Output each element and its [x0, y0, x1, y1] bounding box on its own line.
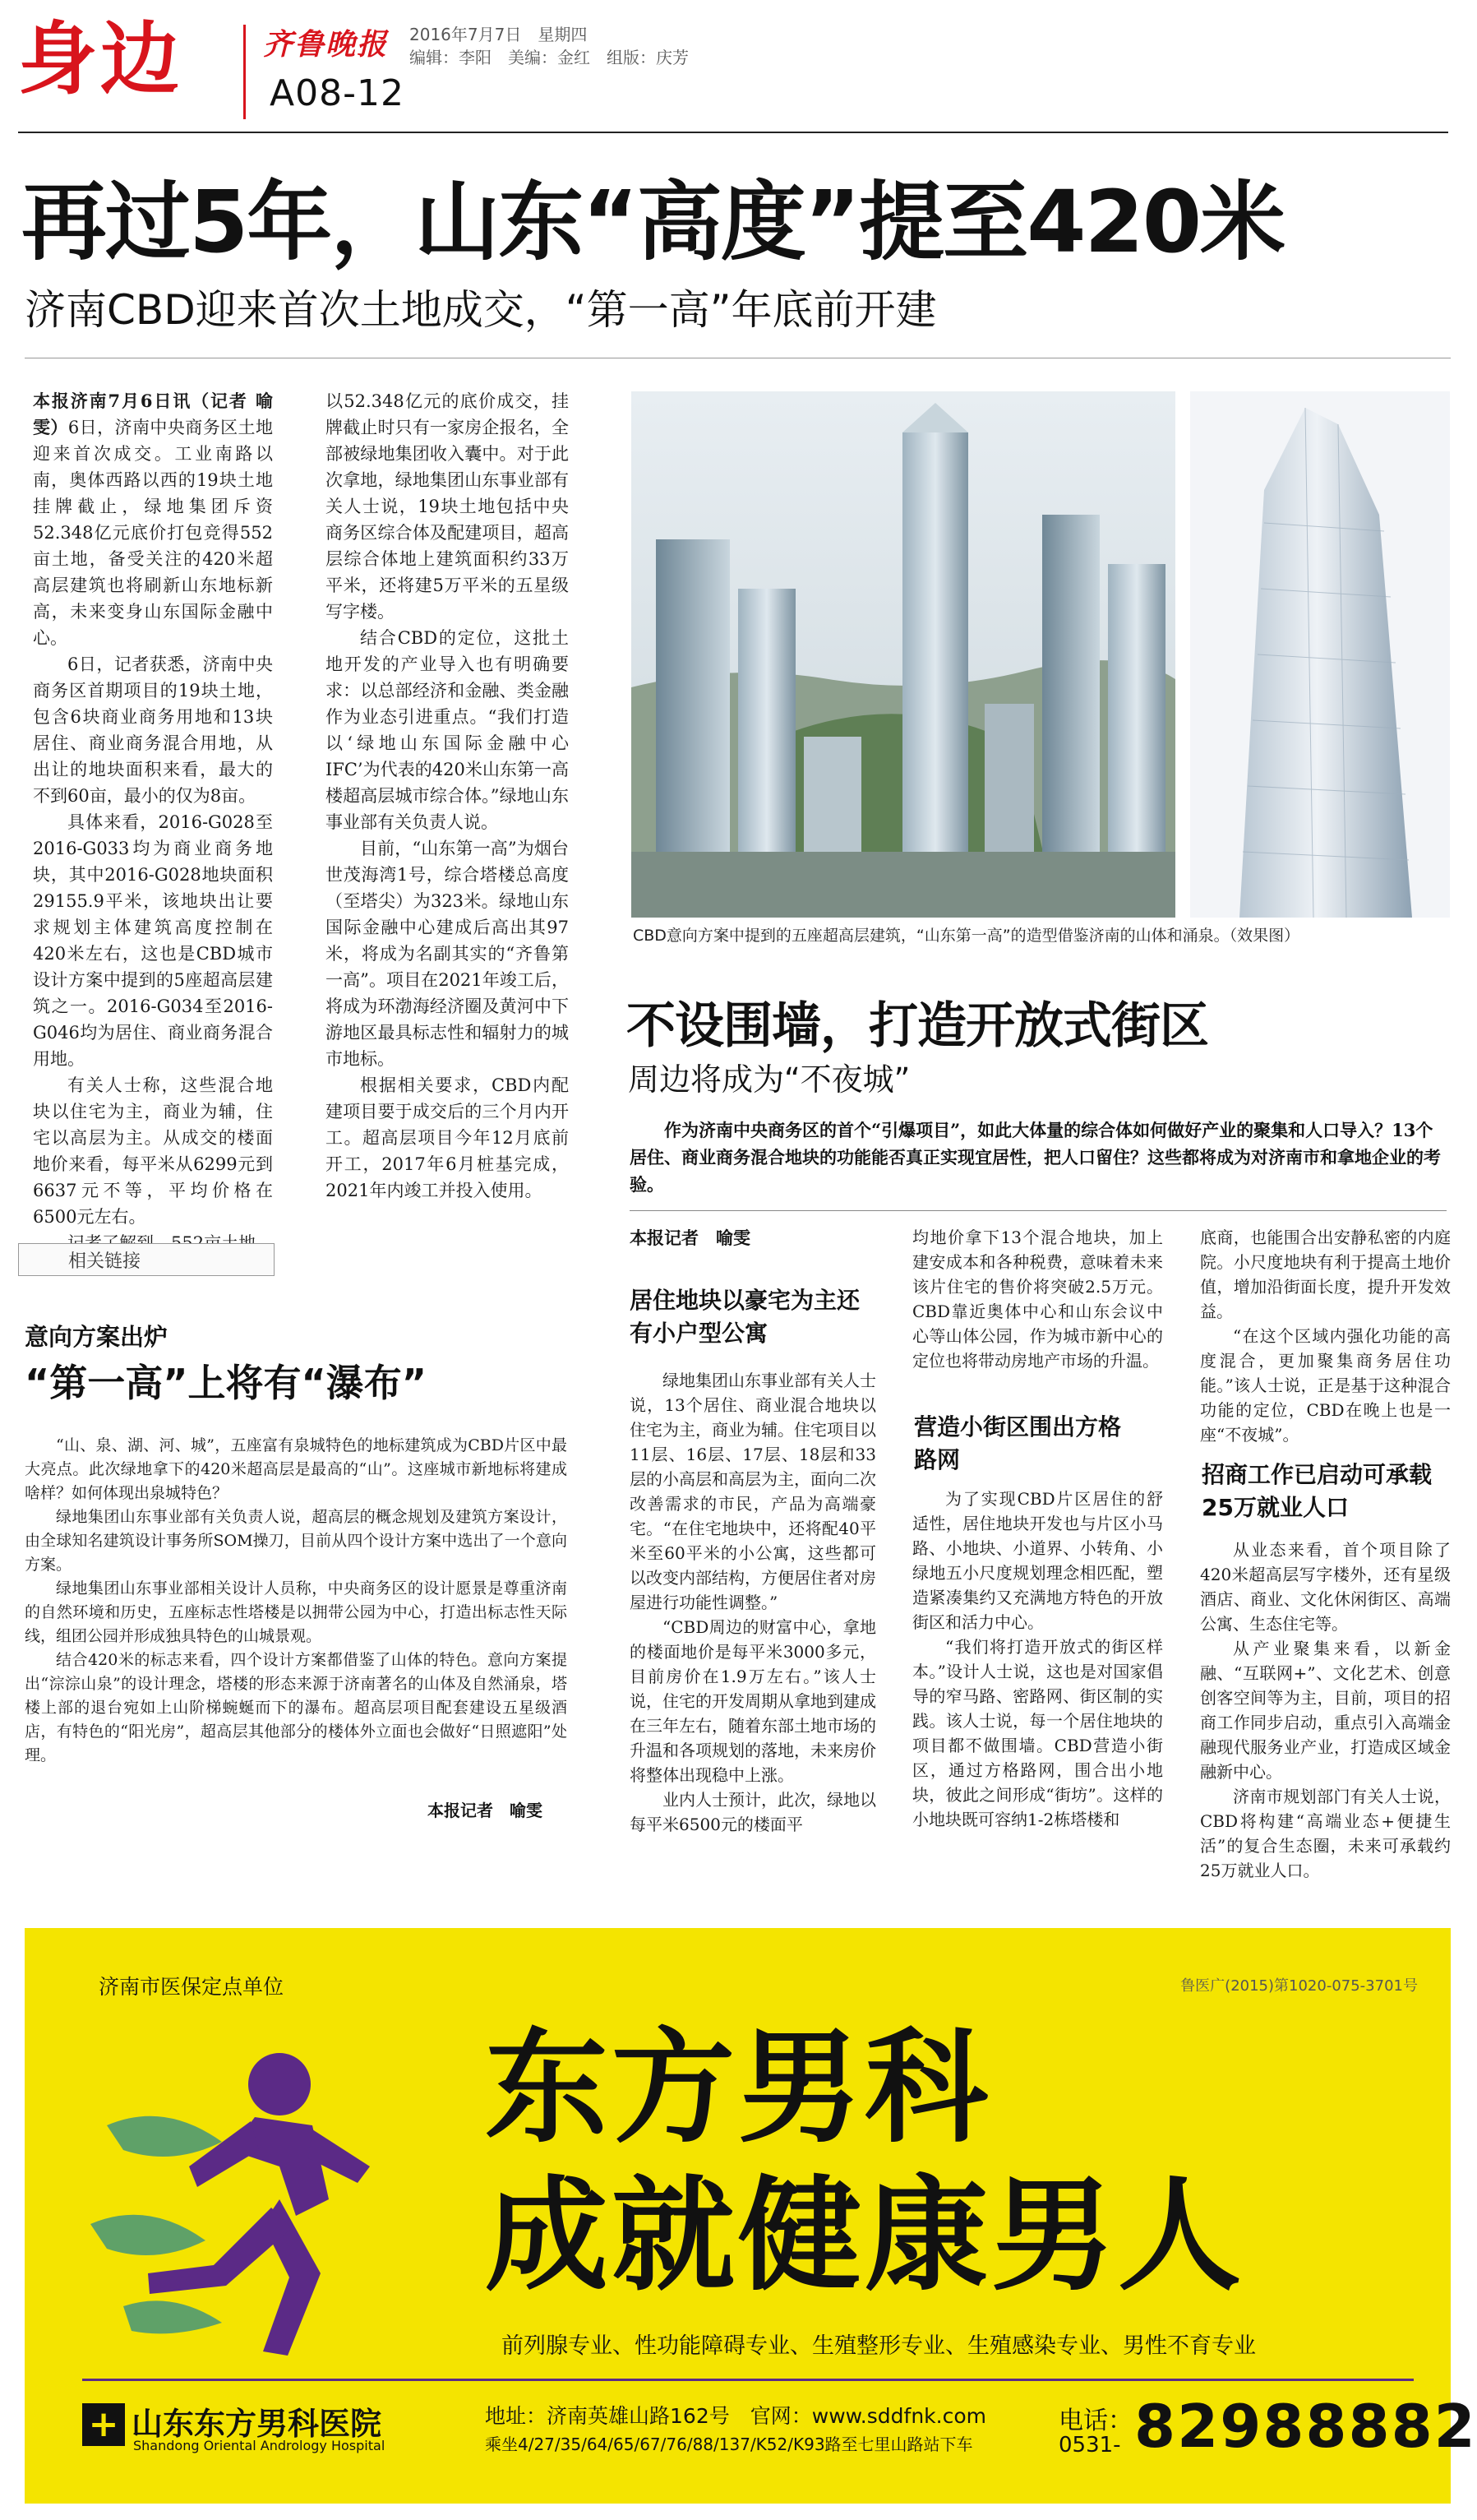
sidebar-byline: 本报记者 喻雯	[427, 1801, 542, 1820]
feature-col2-bottom	[912, 1487, 1163, 1891]
hospital-name: 山东东方男科医院	[132, 2406, 382, 2442]
lead-article-col2	[325, 388, 569, 1210]
website: www.sddfnk.com	[811, 2404, 986, 2428]
masthead-divider	[243, 25, 246, 119]
website-label: 官网：	[750, 2404, 812, 2428]
feature-subhead-3: 招商工作已启动可承载25万就业人口	[1202, 1461, 1433, 1521]
main-subheadline: 济南CBD迎来首次土地成交，“第一高”年底前开建	[25, 286, 937, 334]
ad-address-line	[485, 2400, 986, 2430]
ad-phone-number: 82988882	[1134, 2392, 1477, 2461]
sidebar-title: “第一高”上将有“瀑布”	[25, 1361, 427, 1405]
paragraph: 目前，“山东第一高”为烟台世茂海湾1号，综合塔楼总高度（至塔尖）为323米。绿地山东国际金融中心建成后高出其97米，将成为名副其实的“齐鲁第一高”。项目在2021年竣工后，将成为环渤海经济圈及黄河中下游地区最具标志性和辐射力的城市地标。	[325, 839, 569, 1069]
hospital-name-en: Shandong Oriental Andrology Hospital	[133, 2438, 385, 2453]
masthead-rule	[18, 132, 1448, 133]
paragraph: “我们将打造开放式的街区样本。”设计人士说，这也是对国家倡导的窄马路、密路网、街区制的实践。该人士说，每一个居住地块的项目都不做围墙。CBD营造小街区，通过方格路网，围合出小地块，彼此之间形成“街坊”。这样的小地块既可容纳1-2栋塔楼和	[912, 1637, 1163, 1829]
ad-area-code: 0531-	[1059, 2433, 1121, 2458]
ad-headline-1: 东方男科	[485, 2017, 992, 2160]
ad-bus-line: 乘坐4/27/35/64/65/67/76/88/137/K52/K93路至七里山路站下车	[485, 2434, 973, 2454]
paragraph: 6日，记者获悉，济南中央商务区首期项目的19块土地，包含6块商业商务用地和13块居住、商业商务混合用地，从出让的地块面积来看，最大的不到60亩，最小的仅为8亩。	[33, 654, 273, 806]
page-number: A08-12	[270, 72, 404, 114]
related-link-label: 相关链接	[68, 1251, 141, 1272]
paragraph: 绿地集团山东事业部有关人士说，13个居住、商业混合地块以住宅为主，商业为辅。住宅项目以11层、16层、17层、18层和33层的小高层和高层为主，面向二次改善需求的市民，产品为高端豪宅。“在住宅地块中，还将配40平米至60平米的小公寓，这些都可以改变内部结构，方便居住者对房屋进行功能性调整。”	[630, 1371, 876, 1612]
masthead	[0, 0, 1467, 132]
feature-intro: 作为济南中央商务区的首个“引爆项目”，如此大体量的综合体如何做好产业的聚集和人口导入？13个居住、商业商务混合地块的功能能否真正实现宜居性，把人口留住？这些都将成为对济南市和拿地企业的考验。	[630, 1120, 1441, 1195]
ad-bottom-rule	[82, 2379, 1414, 2381]
paragraph: 结合CBD的定位，这批土地开发的产业导入也有明确要求：以总部经济和金融、类金融作为业态引进重点。“我们打造以‘绿地山东国际金融中心IFC’为代表的420米山东第一高楼超高层城市综合体。”绿地山东事业部有关负责人说。	[325, 628, 569, 832]
paragraph: 6日，济南中央商务区土地迎来首次成交。工业南路以南，奥体西路以西的19块土地挂牌截止，绿地集团斥资52.348亿元底价打包竞得552亩土地，备受关注的420米超高层建筑也将刷新山东地标新高，未来变身山东国际金融中心。	[33, 418, 273, 648]
sidebar-kicker: 意向方案出炉	[25, 1323, 168, 1351]
paragraph: 业内人士预计，此次，绿地以每平米6500元的楼面平	[630, 1790, 876, 1834]
feature-col1	[630, 1368, 876, 1894]
paragraph: 为了实现CBD片区居住的舒适性，居住地块开发也与片区小马路、小地块、小道界、小转角、小绿地五小尺度规划理念相匹配，塑造紧凑集约又充满地方特色的开放街区和活力中心。	[912, 1489, 1163, 1632]
dateline: 本报济南7月6日讯（记者 喻雯）	[33, 391, 273, 437]
ad-medical-insurance-label: 济南市医保定点单位	[99, 1975, 284, 1999]
tower-rendering-photo	[1190, 391, 1450, 918]
paragraph: “山、泉、湖、河、城”，五座富有泉城特色的地标建筑成为CBD片区中最大亮点。此次绿地拿下的420米超高层是最高的“山”。这座城市新地标将建成啥样？如何体现出泉城特色？	[25, 1436, 567, 1502]
weekday: 星期四	[538, 25, 588, 44]
cbd-rendering-photo	[631, 391, 1175, 918]
paper-logo: 齐鲁晚报	[263, 27, 389, 62]
paragraph: 根据相关要求，CBD内配建项目要于成交后的三个月内开工。超高层项目今年12月底前开工，2017年6月桩基完成，2021年内竣工并投入使用。	[325, 1075, 569, 1200]
feature-rule	[630, 1210, 1447, 1211]
feature-col3-top	[1200, 1225, 1451, 1447]
paragraph: 底商，也能围合出安静私密的内庭院。小尺度地块有利于提高土地价值，增加沿街面长度，提升开发效益。	[1200, 1228, 1451, 1321]
paragraph: 绿地集团山东事业部有关负责人说，超高层的概念规划及建筑方案设计，由全球知名建筑设计事务所SOM操刀，目前从四个设计方案中选出了一个意向方案。	[25, 1508, 567, 1574]
paragraph: “CBD周边的财富中心，拿地的楼面地价是每平米3000多元，目前房价在1.9万左右。”该人士说，住宅的开发周期从拿地到建成在三年左右，随着东部土地市场的升温和各项规划的落地，未来房价将整体出现稳中上涨。	[630, 1617, 876, 1785]
photo-caption: CBD意向方案中提到的五座超高层建筑，“山东第一高”的造型借鉴济南的山体和涌泉。（效果图）	[633, 927, 1300, 945]
paragraph: 从业态来看，首个项目除了420米超高层写字楼外，还有星级酒店、商业、文化休闲街区、高端公寓、生态住宅等。	[1200, 1540, 1451, 1634]
paragraph: 以52.348亿元的底价成交，挂牌截止时只有一家房企报名，全部被绿地集团收入囊中。对于此次拿地，绿地集团山东事业部有关人士说，19块土地包括中央商务区综合体及配建项目，超高层综合体地上建筑面积约33万平米，还将建5万平米的五星级写字楼。	[325, 391, 569, 622]
tower-illustration	[1190, 391, 1450, 918]
feature-subtitle: 周边将成为“不夜城”	[628, 1061, 911, 1098]
paragraph: 从产业聚集来看，以新金融、“互联网+”、文化艺术、创意创客空间等为主，目前，项目的招商工作同步启动，重点引入高端金融现代服务业产业，打造成区域金融新中心。	[1200, 1639, 1451, 1782]
ad-headline-2: 成就健康男人	[485, 2165, 1245, 2308]
address: 济南英雄山路162号	[547, 2404, 730, 2428]
advertisement	[25, 1928, 1477, 2504]
lead-article-col1	[33, 388, 273, 1227]
paragraph: “在这个区域内强化功能的高度混合，更加聚集商务居住功能。”该人士说，正是基于这种混合功能的定位，CBD在晚上也是一座“不夜城”。	[1200, 1326, 1451, 1445]
paragraph: 绿地集团山东事业部相关设计人员称，中央商务区的设计愿景是尊重济南的自然环境和历史，五座标志性塔楼是以拥带公园为中心，打造出标志性天际线，组团公园并形成独具特色的山城景观。	[25, 1579, 567, 1645]
editors-line: 编辑：李阳 美编：金红 组版：庆芳	[409, 48, 689, 67]
sidebar-body	[25, 1434, 567, 1787]
ad-license: 鲁医广(2015)第1020-075-3701号	[1180, 1977, 1418, 1995]
feature-col2-top	[912, 1225, 1163, 1398]
hospital-logo-icon: +	[82, 2403, 125, 2446]
paragraph: 具体来看，2016-G028至2016-G033均为商业商务地块，其中2016-G028地块面积29155.9平米，该地块出让要求规划主体建筑高度控制在420米左右，这也是CBD城市设计方案中提到的5座超高层建筑之一。2016-G034至2016-G046均为居住、商业商务混合用地。	[33, 812, 273, 1069]
date: 2016年7月7日	[409, 25, 522, 44]
ad-services: 前列腺专业、性功能障碍专业、生殖整形专业、生殖感染专业、男性不育专业	[501, 2333, 1256, 2359]
address-label: 地址：	[485, 2404, 547, 2428]
feature-byline: 本报记者 喻雯	[630, 1228, 750, 1248]
feature-title: 不设围墙，打造开放式街区	[626, 997, 1208, 1055]
section-title: 身边	[18, 13, 182, 105]
running-man-illustration	[74, 2027, 419, 2372]
feature-col3-bottom	[1200, 1537, 1451, 1891]
paragraph: 济南市规划部门有关人士说，CBD将构建“高端业态+便捷生活”的复合生态圈，未来可承载约25万就业人口。	[1200, 1787, 1451, 1880]
ad-tel-label: 电话：	[1059, 2407, 1133, 2435]
feature-subhead-1: 居住地块以豪宅为主还有小户型公寓	[630, 1287, 861, 1347]
feature-subhead-2: 营造小街区围出方格路网	[914, 1413, 1122, 1473]
issue-date	[409, 21, 587, 45]
cbd-rendering-illustration	[631, 391, 1175, 918]
main-headline: 再过5年，山东“高度”提至420米	[21, 172, 1285, 272]
paragraph: 均地价拿下13个混合地块，加上建安成本和各种税费，意味着未来该片住宅的售价将突破2.5万元。CBD靠近奥体中心和山东会议中心等山体公园，作为城市新中心的定位也将带动房地产市场的升温。	[912, 1228, 1163, 1371]
paragraph: 结合420米的标志来看，四个设计方案都借鉴了山体的特色。意向方案提出“淙淙山泉”的设计理念，塔楼的形态来源于济南著名的山体及自然涌泉，塔楼上部的退台宛如上山阶梯蜿蜒而下的瀑布。超高层项目配套建设五星级酒店，有特色的“阳光房”，超高层其他部分的楼体外立面也会做好“日照遮阳”处理。	[25, 1651, 567, 1764]
paragraph: 有关人士称，这些混合地块以住宅为主，商业为辅，住宅以高层为主。从成交的楼面地价来看，每平米从6299元到6637元不等，平均价格在6500元左右。	[33, 1075, 273, 1227]
related-link-box	[18, 1243, 275, 1276]
